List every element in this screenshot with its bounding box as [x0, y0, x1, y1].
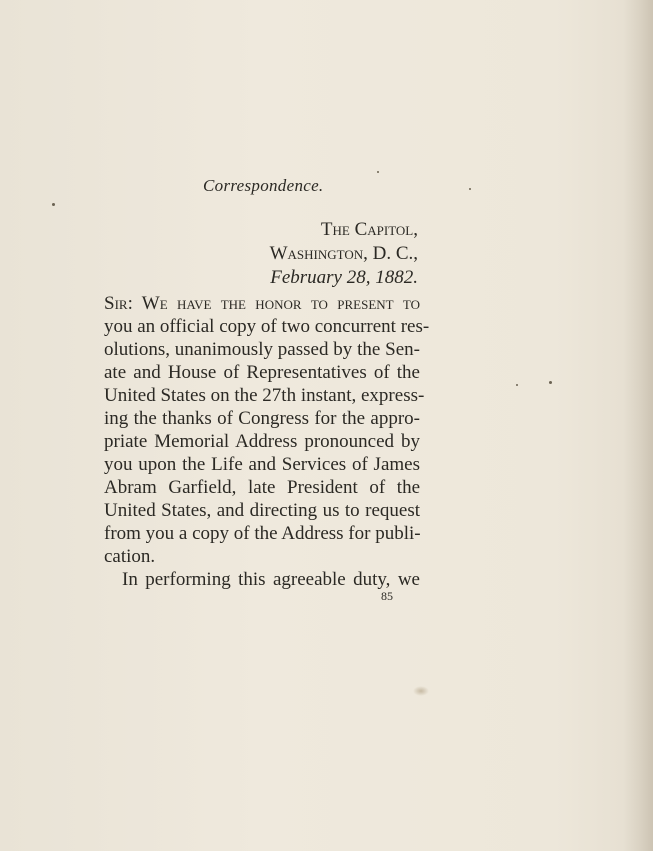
letter-line: United States on the 27th instant, express- — [104, 385, 425, 406]
paper-stain — [413, 686, 429, 696]
letter-line: you an official copy of two concurrent res- — [104, 316, 430, 337]
letter-line: United States, and directing us to request — [104, 500, 420, 521]
letter-line: ate and House of Representatives of the — [104, 362, 420, 383]
letter-line: you upon the Life and Services of James — [104, 454, 420, 475]
paper-speck — [377, 171, 379, 173]
letter-line: ing the thanks of Congress for the appro- — [104, 408, 420, 429]
paper-speck — [516, 384, 518, 386]
address-line-washington: Washington, D. C., — [269, 243, 418, 264]
letter-address-block — [270, 218, 418, 290]
page-edge-shadow — [623, 0, 653, 851]
paper-speck — [549, 381, 552, 384]
letter-line: cation. — [104, 546, 156, 567]
letter-line: priate Memorial Address pronounced by — [104, 431, 420, 452]
paper-speck — [52, 203, 55, 206]
paper-speck — [469, 188, 471, 190]
letter-line: Sir: We have the honor to present to — [104, 293, 420, 314]
letter-line: In performing this agreeable duty, we — [122, 569, 420, 590]
section-heading: Correspondence. — [203, 176, 324, 195]
letter-line: olutions, unanimously passed by the Sen- — [104, 339, 420, 360]
letter-line: from you a copy of the Address for publi- — [104, 523, 421, 544]
address-line-capitol: The Capitol, — [320, 219, 418, 240]
page-number: 85 — [381, 589, 393, 603]
letter-line: Abram Garfield, late President of the — [104, 477, 420, 498]
letter-body — [104, 292, 430, 591]
letter-date: February 28, 1882. — [270, 267, 418, 288]
